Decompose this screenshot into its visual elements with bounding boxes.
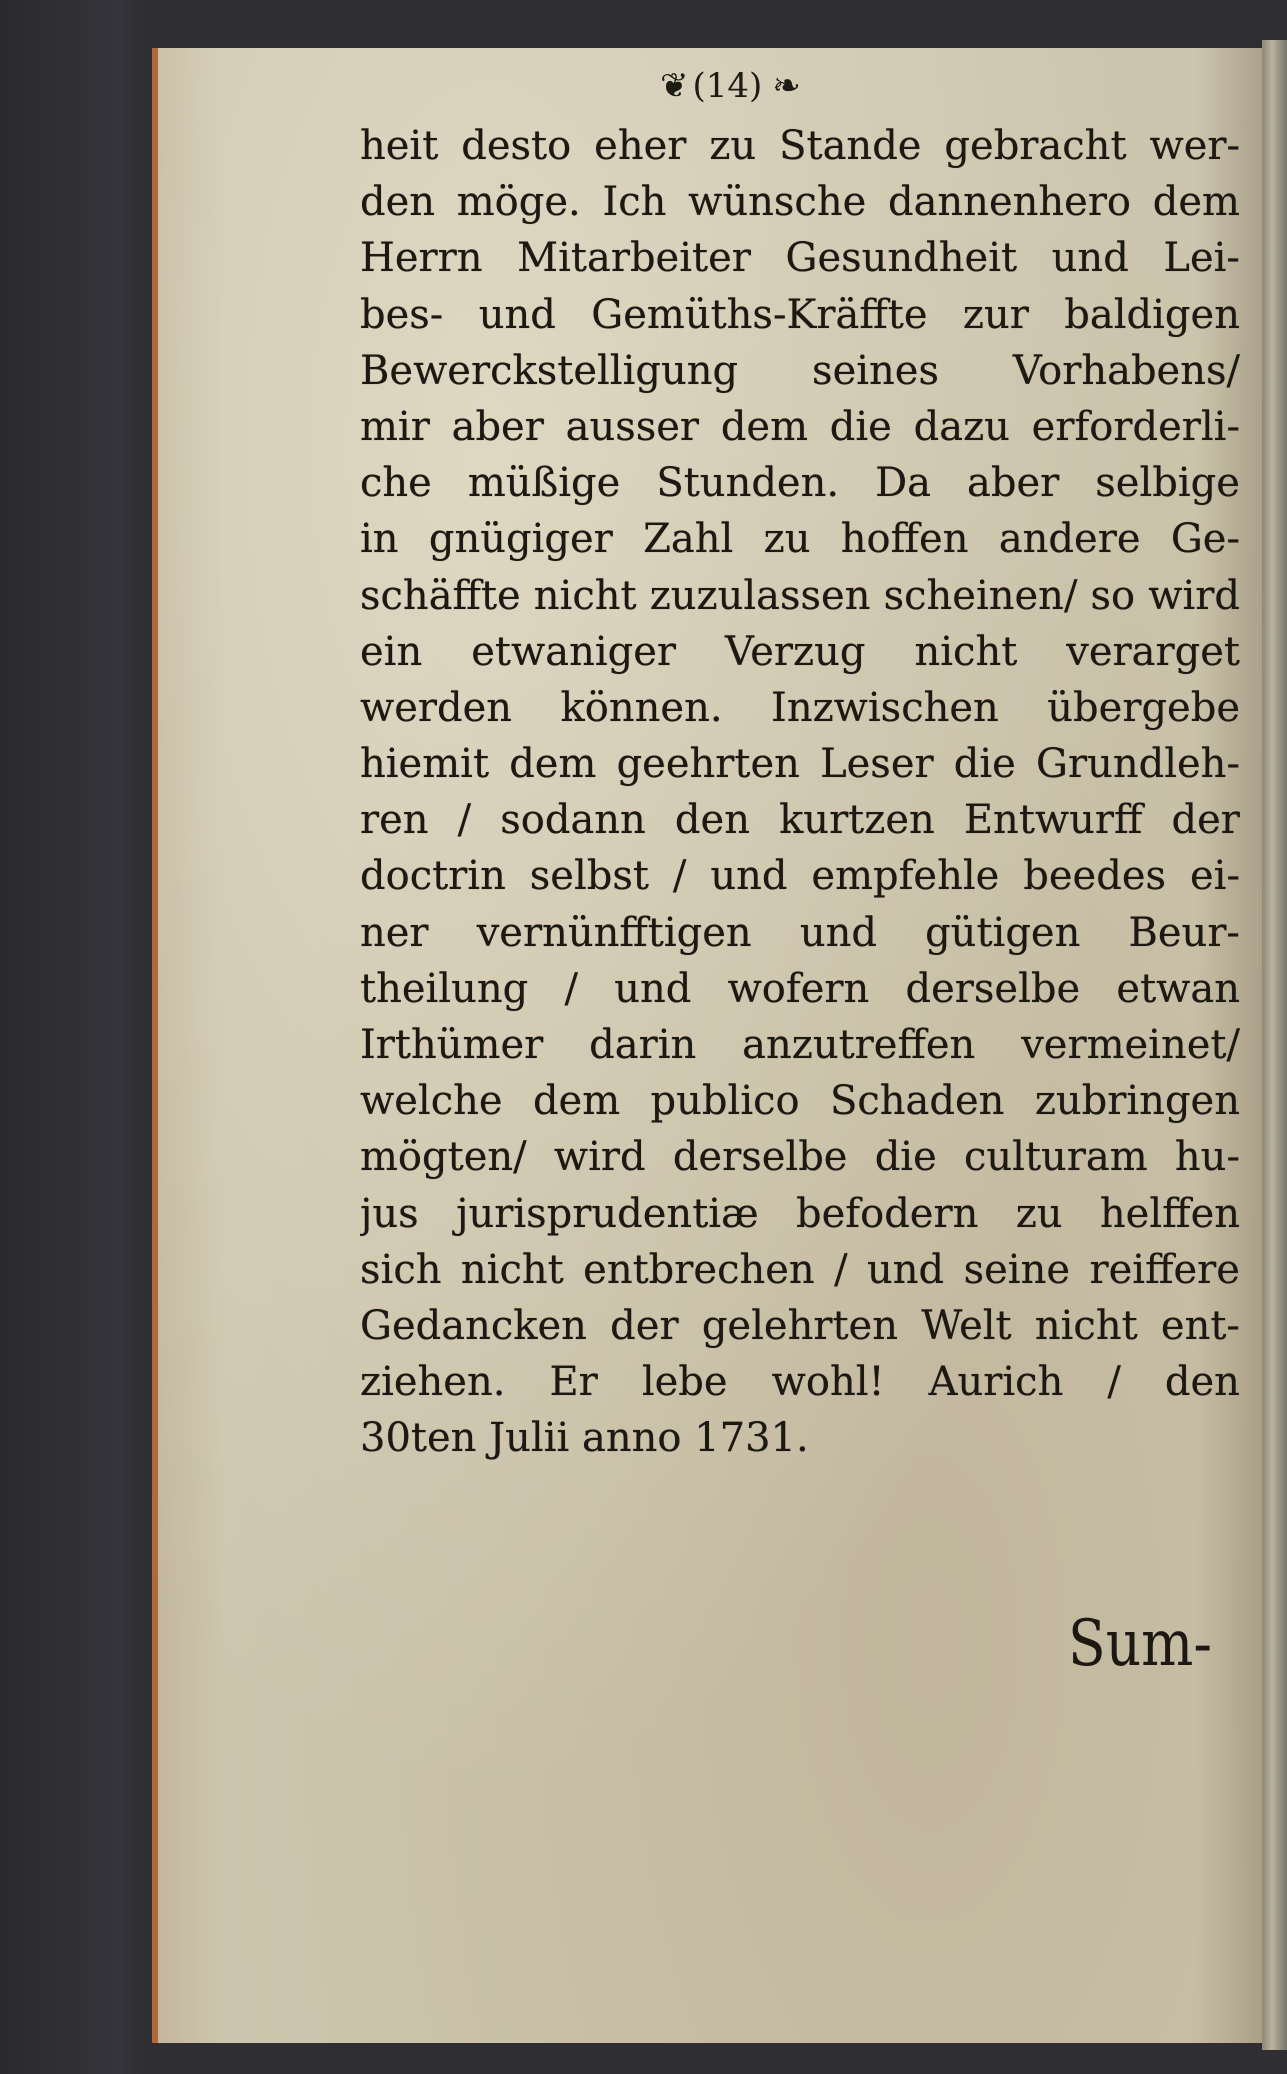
ornament-left-icon: ❦ xyxy=(660,66,683,106)
word: ei- xyxy=(1189,853,1240,900)
word: heit xyxy=(360,123,439,169)
word: dem xyxy=(532,1078,621,1125)
word: / xyxy=(834,1246,848,1293)
word: Gedancken xyxy=(360,1302,587,1349)
word: zu xyxy=(763,516,811,563)
word: scheinen/ xyxy=(883,572,1078,619)
word: schäffte xyxy=(360,572,521,619)
word: / xyxy=(672,853,687,900)
word: welche xyxy=(360,1078,503,1125)
word: helffen xyxy=(1099,1190,1240,1237)
word: nicht xyxy=(460,1246,564,1293)
word: zu xyxy=(709,123,757,169)
word: müßige xyxy=(467,460,621,507)
text-line xyxy=(360,118,1240,174)
text-line xyxy=(360,343,1240,399)
word: gnügiger xyxy=(428,516,613,563)
word: mögten/ xyxy=(360,1134,527,1181)
word: gütigen xyxy=(925,909,1081,956)
word: ent- xyxy=(1160,1302,1240,1349)
text-line xyxy=(360,1410,1240,1466)
word: aber xyxy=(967,460,1060,507)
text-line xyxy=(360,624,1240,680)
catchword: Sum- xyxy=(1068,1607,1212,1681)
word: übergebe xyxy=(1047,684,1240,731)
word: / xyxy=(564,965,578,1012)
word: Er xyxy=(549,1359,598,1406)
word: Schaden xyxy=(829,1078,1005,1125)
word: bes- xyxy=(360,291,444,338)
word: seines xyxy=(812,347,939,394)
word: aber xyxy=(451,403,544,450)
text-line xyxy=(360,1354,1240,1410)
word: Bewerckstelligung xyxy=(360,347,739,394)
word: hoffen xyxy=(840,516,969,563)
word: erforderli- xyxy=(1031,403,1240,450)
word: eher xyxy=(594,123,687,169)
word: anzutreffen xyxy=(742,1022,976,1068)
word: mir xyxy=(360,403,430,450)
text-line xyxy=(360,174,1240,230)
word: und xyxy=(478,291,556,338)
word: dannenhero xyxy=(887,179,1132,226)
word: den xyxy=(360,179,436,226)
word: und xyxy=(867,1246,945,1293)
word: nicht xyxy=(533,572,637,619)
word: die xyxy=(953,741,1016,788)
word: befodern xyxy=(796,1190,979,1237)
word: hiemit xyxy=(360,741,490,788)
word: ziehen. xyxy=(360,1359,506,1406)
text-line xyxy=(360,230,1240,286)
word: selbige xyxy=(1095,460,1240,507)
word: ausser xyxy=(565,403,700,450)
word: publico xyxy=(650,1078,800,1125)
word: und xyxy=(614,965,692,1012)
word: hu- xyxy=(1174,1134,1240,1181)
word: ren xyxy=(360,797,429,844)
text-line xyxy=(360,287,1240,343)
word: lebe xyxy=(641,1359,728,1406)
word: dem xyxy=(720,403,809,450)
word: sodann xyxy=(500,797,646,844)
word: gebracht xyxy=(944,123,1127,169)
word: 30ten xyxy=(360,1415,490,1462)
word: wofern xyxy=(727,965,870,1012)
ornament-right-icon: ❧ xyxy=(772,66,795,106)
word: Lei- xyxy=(1163,235,1240,282)
word: che xyxy=(360,460,432,507)
word: Ich xyxy=(602,179,667,226)
word: baldigen xyxy=(1064,291,1240,338)
word: zur xyxy=(962,291,1029,338)
word: Herrn xyxy=(360,235,483,282)
word: Gesundheit xyxy=(785,235,1018,282)
scan-background xyxy=(0,0,150,2074)
word: etwaniger xyxy=(471,628,677,675)
word: derselbe xyxy=(905,965,1081,1012)
page-number: (14) xyxy=(692,66,763,106)
text-line xyxy=(360,1186,1240,1242)
word: theilung xyxy=(360,965,529,1012)
word: geehrten xyxy=(616,741,800,788)
word: Julii xyxy=(489,1415,583,1462)
word: darin xyxy=(589,1022,697,1068)
text-line xyxy=(360,511,1240,567)
word: zu xyxy=(1015,1190,1063,1237)
word: seine xyxy=(963,1246,1071,1293)
word: zuzulassen xyxy=(649,572,871,619)
word: so xyxy=(1090,572,1136,619)
word: sich xyxy=(360,1246,442,1293)
word: etwan xyxy=(1116,965,1240,1012)
word: Da xyxy=(875,460,932,507)
word: Ge- xyxy=(1170,516,1240,563)
word: Beur- xyxy=(1128,909,1240,956)
word: entbrechen xyxy=(583,1246,815,1293)
word: nicht xyxy=(1034,1302,1138,1349)
word: nicht xyxy=(914,628,1018,675)
word: Leser xyxy=(820,741,934,788)
word: Zahl xyxy=(643,516,734,563)
word: möge. xyxy=(456,179,581,226)
text-line xyxy=(360,848,1240,904)
word: vermeinet/ xyxy=(1021,1022,1240,1068)
text-line xyxy=(360,680,1240,736)
word: ein xyxy=(360,628,423,675)
word: kurtzen xyxy=(779,797,935,844)
word: wird xyxy=(1148,572,1240,619)
text-line xyxy=(360,736,1240,792)
word: und xyxy=(799,909,877,956)
word: Verzug xyxy=(725,628,866,675)
word: desto xyxy=(461,123,572,169)
word: derselbe xyxy=(672,1134,848,1181)
text-line xyxy=(360,961,1240,1017)
text-line xyxy=(360,399,1240,455)
word: Stunden. xyxy=(656,460,840,507)
word: beedes xyxy=(1023,853,1167,900)
word: werden xyxy=(360,684,513,731)
word: anno xyxy=(582,1415,695,1462)
word: selbst xyxy=(529,853,649,900)
text-line xyxy=(360,1242,1240,1298)
word: / xyxy=(1107,1359,1121,1406)
word: empfehle xyxy=(811,853,1000,900)
word: Vorhabens/ xyxy=(1012,347,1240,394)
word: dem xyxy=(1152,179,1240,226)
word: reiffere xyxy=(1089,1246,1240,1293)
word: wer- xyxy=(1149,123,1240,169)
word: 1731. xyxy=(694,1415,809,1462)
word: die xyxy=(874,1134,937,1181)
text-line xyxy=(360,1298,1240,1354)
word: Mitarbeiter xyxy=(517,235,751,282)
body-text xyxy=(360,118,1240,1467)
word: der xyxy=(610,1302,679,1349)
word: gelehrten xyxy=(701,1302,898,1349)
word: andere xyxy=(998,516,1141,563)
text-line xyxy=(360,905,1240,961)
word: können. xyxy=(560,684,723,731)
word: Aurich xyxy=(928,1359,1064,1406)
word: doctrin xyxy=(360,853,506,900)
word: Irthümer xyxy=(360,1022,544,1068)
word: den xyxy=(674,797,750,844)
word: und xyxy=(710,853,788,900)
page-header xyxy=(660,58,795,114)
word: dem xyxy=(509,741,597,788)
word: und xyxy=(1051,235,1129,282)
text-line xyxy=(360,1073,1240,1129)
word: zubringen xyxy=(1034,1078,1240,1125)
text-line xyxy=(360,792,1240,848)
word: Gemüths-Kräffte xyxy=(591,291,928,338)
word: vernünfftigen xyxy=(476,909,752,956)
word: Grundleh- xyxy=(1036,741,1240,788)
word: Welt xyxy=(921,1302,1012,1349)
word: culturam xyxy=(964,1134,1148,1181)
text-line xyxy=(360,568,1240,624)
word: wohl! xyxy=(771,1359,885,1406)
text-line xyxy=(360,1017,1240,1073)
word: wird xyxy=(553,1134,646,1181)
text-line xyxy=(360,455,1240,511)
word: wünsche xyxy=(688,179,867,226)
text-line xyxy=(360,1129,1240,1185)
word: ner xyxy=(360,909,429,956)
word: Stande xyxy=(779,123,922,169)
word: Entwurff xyxy=(963,797,1143,844)
word: jus xyxy=(360,1190,419,1237)
word: verarget xyxy=(1066,628,1240,675)
word: / xyxy=(457,797,472,844)
word: jurisprudentiæ xyxy=(456,1190,759,1237)
word: die xyxy=(829,403,892,450)
page-edge xyxy=(1262,40,1287,2050)
word: dazu xyxy=(913,403,1010,450)
word: der xyxy=(1171,797,1240,844)
word: den xyxy=(1164,1359,1240,1406)
word: Inzwischen xyxy=(771,684,999,731)
word: in xyxy=(360,516,399,563)
